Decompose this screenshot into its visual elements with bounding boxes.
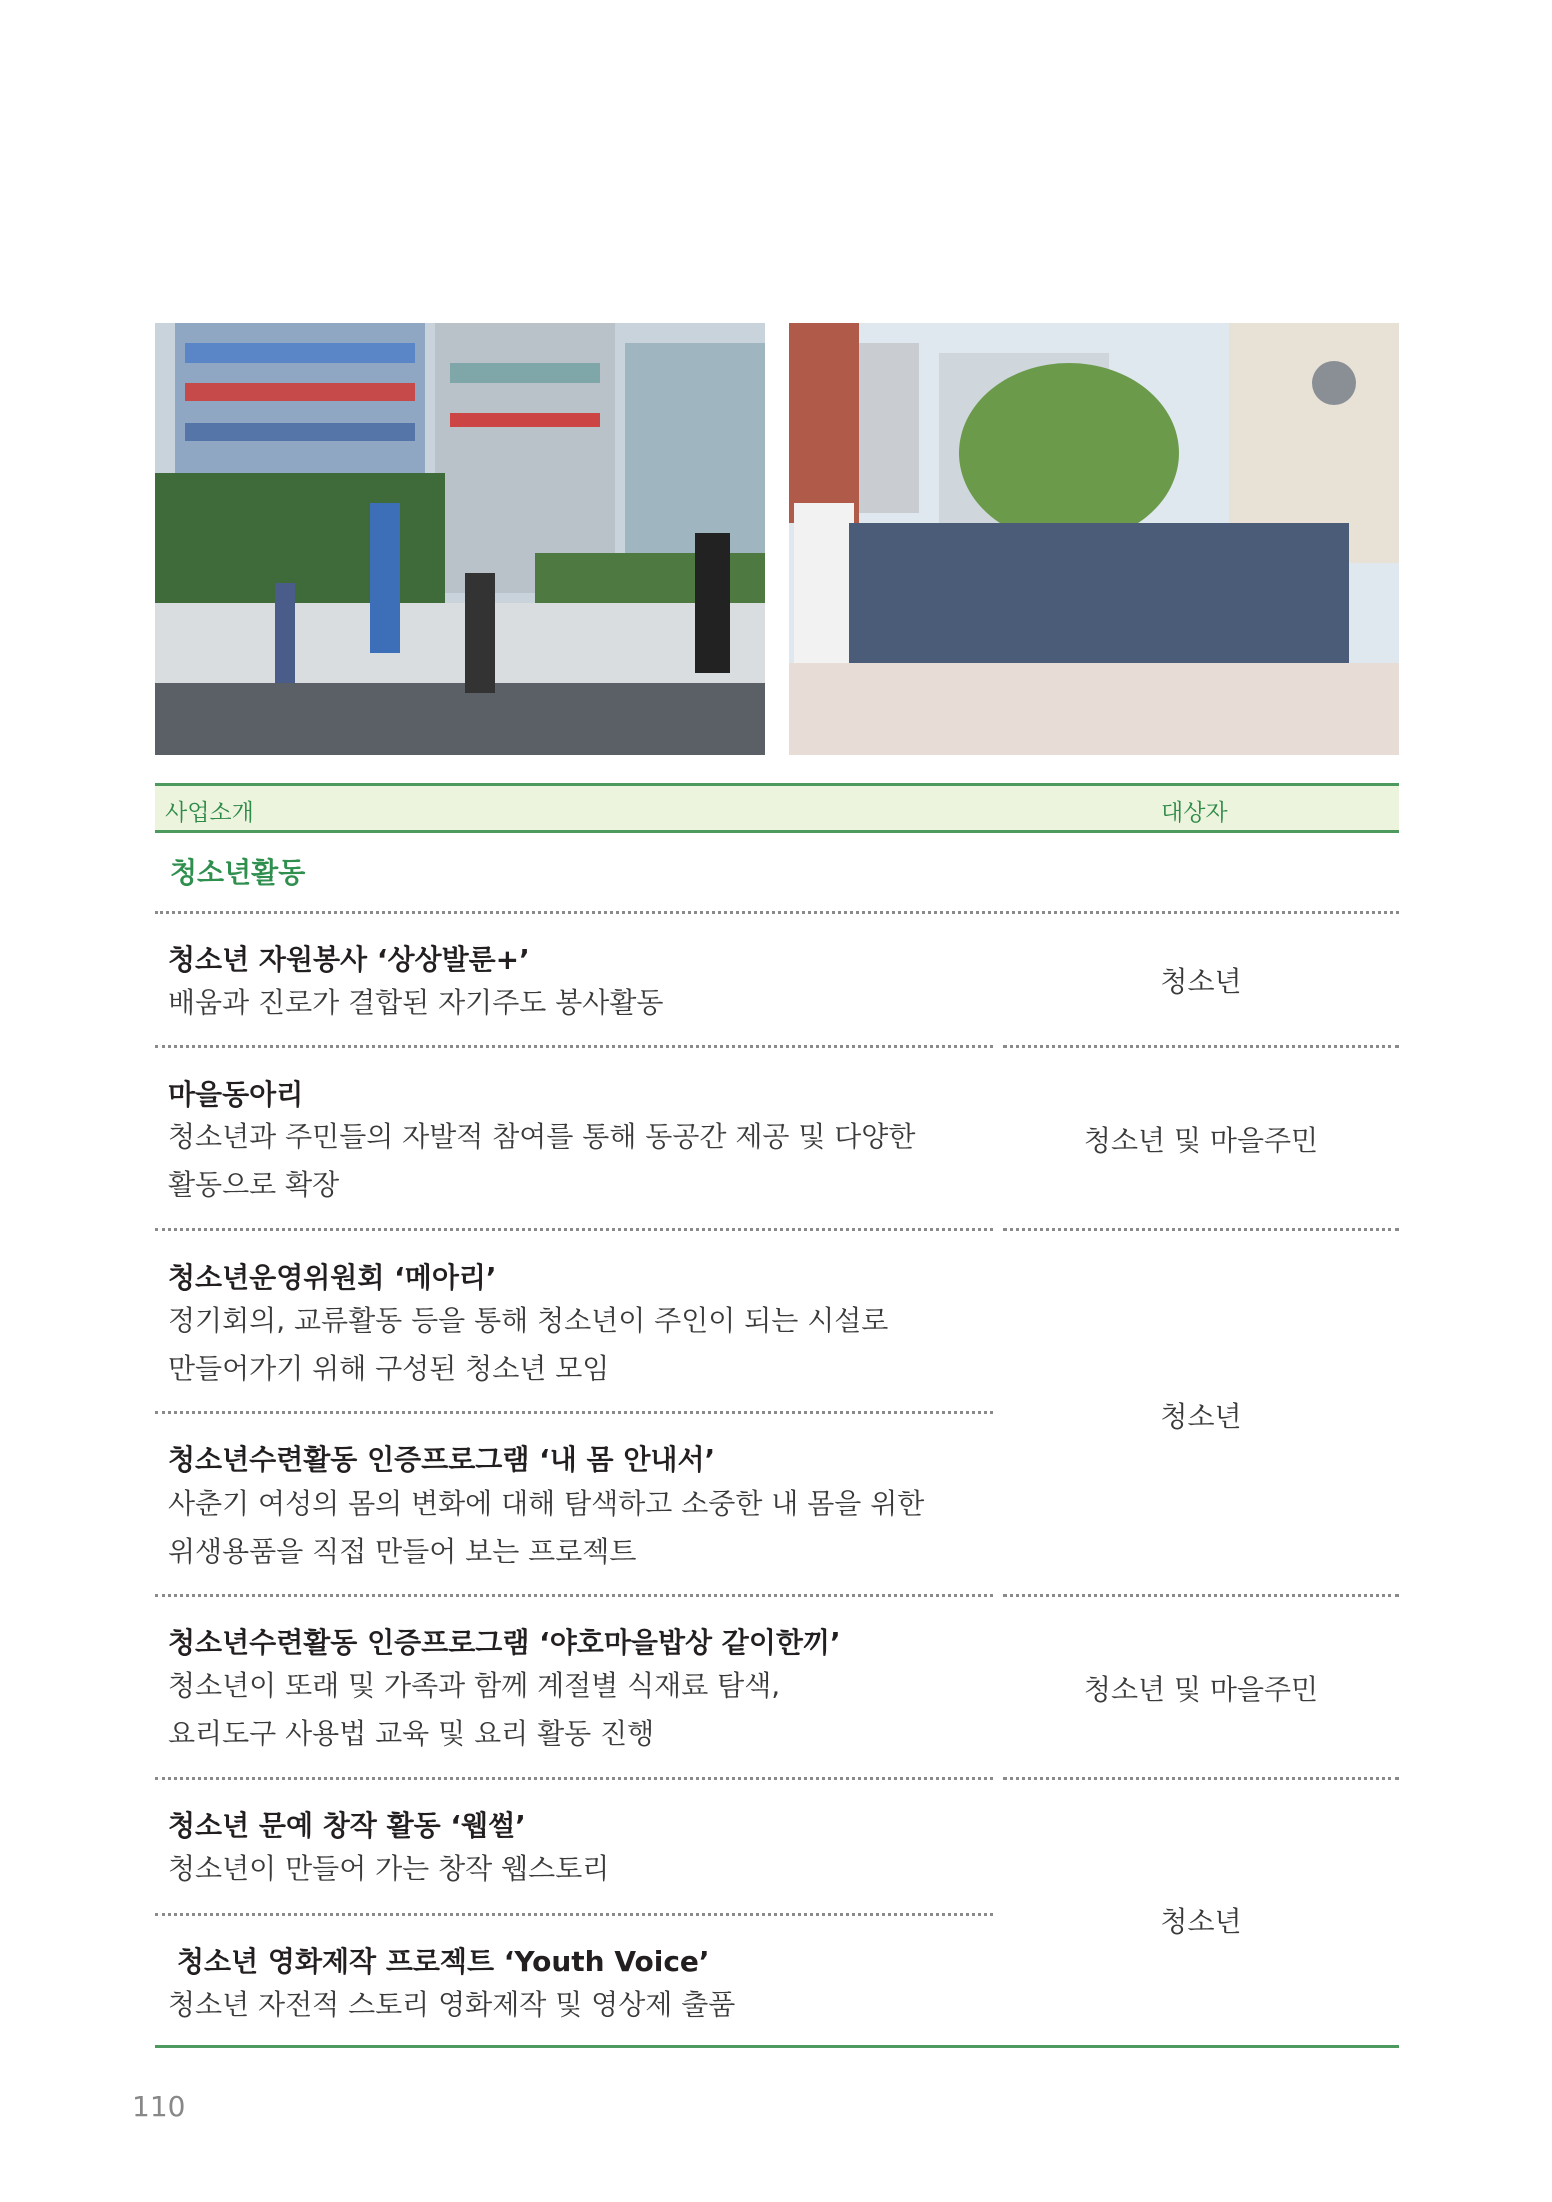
row-divider [155, 1045, 993, 1048]
table-header [155, 783, 1399, 833]
photo-stilt-walking [155, 323, 765, 755]
program-description: 청소년 자전적 스토리 영화제작 및 영상제 출품 [168, 1988, 736, 2021]
section-title: 청소년활동 [170, 856, 306, 889]
page-number: 110 [132, 2090, 186, 2123]
row-divider [155, 1777, 993, 1780]
program-title: 마을동아리 [168, 1078, 304, 1111]
target-cell: 청소년 [1160, 1400, 1242, 1433]
program-title: 청소년 영화제작 프로젝트 ‘Youth Voice’ [177, 1945, 710, 1978]
program-title: 청소년 문예 창작 활동 ‘웹썰’ [168, 1809, 526, 1842]
program-description: 청소년이 또래 및 가족과 함께 계절별 식재료 탐색, 요리도구 사용법 교육 및 요리 활동 진행 [168, 1669, 781, 1750]
target-cell: 청소년 및 마을주민 [1083, 1673, 1319, 1706]
program-description: 청소년이 만들어 가는 창작 웹스토리 [168, 1852, 610, 1885]
program-description: 사춘기 여성의 몸의 변화에 대해 탐색하고 소중한 내 몸을 위한 위생용품을 직접 만들어 보는 프로젝트 [168, 1487, 925, 1568]
target-cell: 청소년 [1160, 1905, 1242, 1938]
row-divider [1003, 1045, 1399, 1048]
program-table [155, 783, 1399, 2021]
row-divider [1003, 1594, 1399, 1597]
target-cell: 청소년 및 마을주민 [1083, 1124, 1319, 1157]
photo-group [789, 323, 1399, 755]
program-title: 청소년운영위원회 ‘메아리’ [168, 1261, 497, 1294]
row-divider [155, 1228, 993, 1231]
program-description: 배움과 진로가 결합된 자기주도 봉사활동 [168, 986, 664, 1019]
program-description: 청소년과 주민들의 자발적 참여를 통해 동공간 제공 및 다양한 활동으로 확장 [168, 1120, 916, 1201]
row-divider [155, 1594, 993, 1597]
row-divider [1003, 1777, 1399, 1780]
header-target: 대상자 [1161, 800, 1228, 826]
program-title: 청소년수련활동 인증프로그램 ‘야호마을밥상 같이한끼’ [168, 1626, 841, 1659]
row-divider [155, 1913, 993, 1916]
row-divider [155, 1411, 993, 1414]
table-bottom-border [155, 2045, 1399, 2048]
row-divider [155, 911, 1399, 914]
program-title: 청소년 자원봉사 ‘상상발룬+’ [168, 943, 530, 976]
row-divider [1003, 1228, 1399, 1231]
program-description: 정기회의, 교류활동 등을 통해 청소년이 주인이 되는 시설로 만들어가기 위해 구성된 청소년 모임 [168, 1304, 889, 1385]
target-cell: 청소년 [1160, 965, 1242, 998]
program-title: 청소년수련활동 인증프로그램 ‘내 몸 안내서’ [168, 1443, 716, 1476]
header-program: 사업소개 [165, 800, 254, 826]
